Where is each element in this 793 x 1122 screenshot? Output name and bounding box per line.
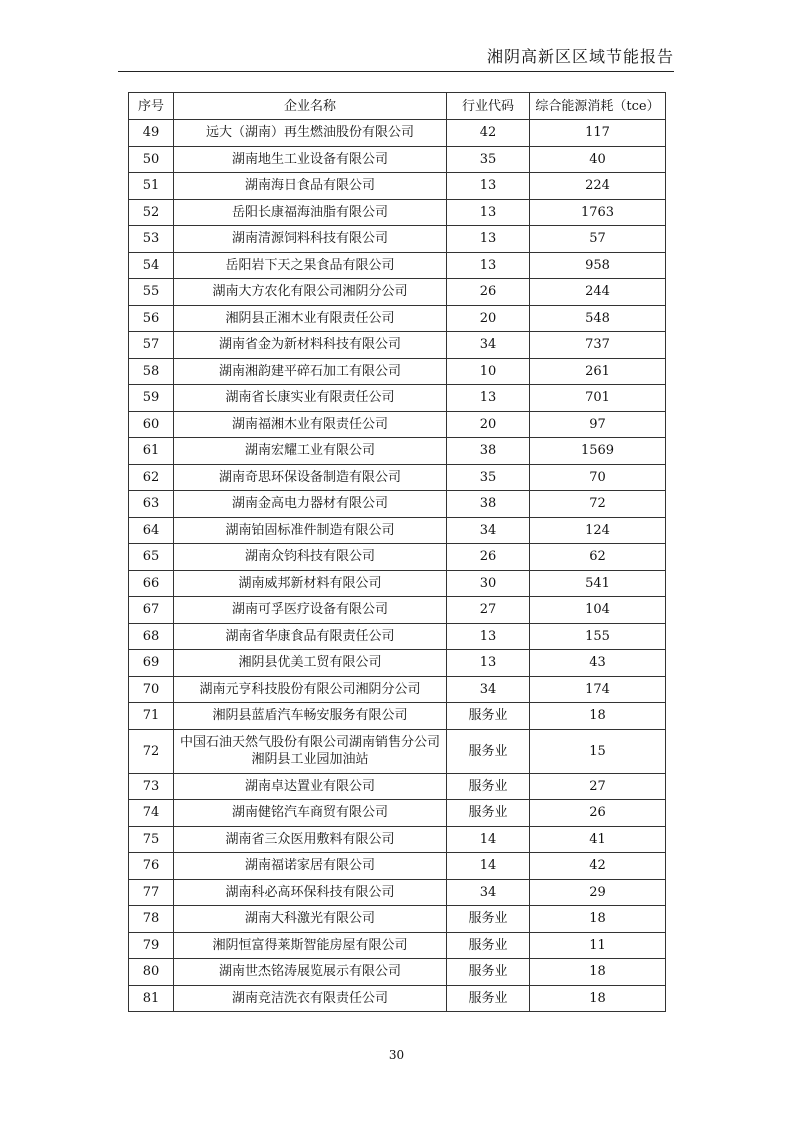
cell-industry-code: 38 [447, 438, 530, 465]
cell-energy: 261 [530, 358, 666, 385]
cell-industry-code: 42 [447, 120, 530, 147]
table-row [129, 570, 666, 597]
table-row [129, 146, 666, 173]
cell-industry-code: 20 [447, 305, 530, 332]
cell-company-name: 湖南世杰铭涛展览展示有限公司 [174, 959, 447, 986]
cell-company-name: 湘阴县优美工贸有限公司 [174, 650, 447, 677]
enterprise-energy-table [128, 92, 666, 1012]
cell-company-name: 湖南省长康实业有限责任公司 [174, 385, 447, 412]
table-row [129, 879, 666, 906]
cell-serial: 73 [129, 773, 174, 800]
cell-company-name: 湖南大方农化有限公司湘阴分公司 [174, 279, 447, 306]
cell-company-name: 远大（湖南）再生燃油股份有限公司 [174, 120, 447, 147]
cell-energy: 737 [530, 332, 666, 359]
cell-company-name: 湘阴县蓝盾汽车畅安服务有限公司 [174, 703, 447, 730]
cell-energy: 18 [530, 703, 666, 730]
cell-company-name: 湖南地生工业设备有限公司 [174, 146, 447, 173]
cell-company-name: 湖南省华康食品有限责任公司 [174, 623, 447, 650]
cell-serial: 59 [129, 385, 174, 412]
column-header-serial: 序号 [129, 93, 174, 120]
cell-company-name: 湖南科必高环保科技有限公司 [174, 879, 447, 906]
table-row [129, 358, 666, 385]
cell-energy: 42 [530, 853, 666, 880]
cell-energy: 224 [530, 173, 666, 200]
cell-company-name: 湘阴恒富得莱斯智能房屋有限公司 [174, 932, 447, 959]
cell-industry-code: 服务业 [447, 906, 530, 933]
cell-company-name: 湖南清源饲料科技有限公司 [174, 226, 447, 253]
column-header-company: 企业名称 [174, 93, 447, 120]
cell-industry-code: 26 [447, 279, 530, 306]
table-row [129, 385, 666, 412]
report-header-title: 湘阴高新区区域节能报告 [486, 47, 674, 66]
cell-energy: 541 [530, 570, 666, 597]
cell-company-name: 湖南省三众医用敷料有限公司 [174, 826, 447, 853]
cell-energy: 701 [530, 385, 666, 412]
table-row [129, 800, 666, 827]
cell-energy: 40 [530, 146, 666, 173]
cell-industry-code: 13 [447, 199, 530, 226]
table-row [129, 906, 666, 933]
table-row [129, 703, 666, 730]
table-row [129, 853, 666, 880]
table-row [129, 120, 666, 147]
cell-serial: 56 [129, 305, 174, 332]
cell-industry-code: 13 [447, 252, 530, 279]
cell-serial: 52 [129, 199, 174, 226]
cell-serial: 62 [129, 464, 174, 491]
table-row [129, 597, 666, 624]
cell-energy: 97 [530, 411, 666, 438]
table-row [129, 464, 666, 491]
cell-energy: 57 [530, 226, 666, 253]
table-body [129, 120, 666, 1012]
table-row [129, 826, 666, 853]
table-row [129, 199, 666, 226]
cell-company-name: 湖南健铭汽车商贸有限公司 [174, 800, 447, 827]
table-header-row [129, 93, 666, 120]
cell-company-name: 湖南省金为新材料科技有限公司 [174, 332, 447, 359]
cell-industry-code: 服务业 [447, 773, 530, 800]
cell-industry-code: 14 [447, 853, 530, 880]
cell-industry-code: 10 [447, 358, 530, 385]
cell-serial: 70 [129, 676, 174, 703]
cell-energy: 155 [530, 623, 666, 650]
cell-serial: 49 [129, 120, 174, 147]
table-row [129, 985, 666, 1012]
cell-industry-code: 35 [447, 464, 530, 491]
cell-company-name: 湖南湘韵建平碎石加工有限公司 [174, 358, 447, 385]
cell-serial: 54 [129, 252, 174, 279]
cell-company-name: 湘阴县正湘木业有限责任公司 [174, 305, 447, 332]
cell-company-name: 湖南福湘木业有限责任公司 [174, 411, 447, 438]
cell-company-name: 湖南众钧科技有限公司 [174, 544, 447, 571]
cell-energy: 548 [530, 305, 666, 332]
cell-industry-code: 服务业 [447, 985, 530, 1012]
cell-serial: 77 [129, 879, 174, 906]
cell-company-name: 湖南铂固标准件制造有限公司 [174, 517, 447, 544]
cell-industry-code: 34 [447, 517, 530, 544]
cell-energy: 70 [530, 464, 666, 491]
cell-company-name: 湖南卓达置业有限公司 [174, 773, 447, 800]
cell-serial: 51 [129, 173, 174, 200]
cell-energy: 18 [530, 985, 666, 1012]
table-row [129, 650, 666, 677]
cell-serial: 74 [129, 800, 174, 827]
table-row [129, 173, 666, 200]
cell-serial: 68 [129, 623, 174, 650]
cell-serial: 65 [129, 544, 174, 571]
cell-serial: 64 [129, 517, 174, 544]
cell-company-name: 湖南海日食品有限公司 [174, 173, 447, 200]
cell-company-name: 中国石油天然气股份有限公司湖南销售分公司湘阴县工业园加油站 [174, 729, 447, 773]
cell-serial: 61 [129, 438, 174, 465]
cell-energy: 18 [530, 959, 666, 986]
cell-energy: 958 [530, 252, 666, 279]
table-row [129, 623, 666, 650]
cell-energy: 11 [530, 932, 666, 959]
cell-serial: 81 [129, 985, 174, 1012]
cell-company-name: 湖南宏耀工业有限公司 [174, 438, 447, 465]
table-row [129, 959, 666, 986]
cell-energy: 29 [530, 879, 666, 906]
cell-energy: 104 [530, 597, 666, 624]
cell-industry-code: 20 [447, 411, 530, 438]
table-row [129, 305, 666, 332]
cell-energy: 43 [530, 650, 666, 677]
column-header-energy: 综合能源消耗（tce） [530, 93, 666, 120]
cell-serial: 55 [129, 279, 174, 306]
cell-energy: 1763 [530, 199, 666, 226]
cell-company-name: 岳阳岩下天之果食品有限公司 [174, 252, 447, 279]
cell-serial: 75 [129, 826, 174, 853]
cell-industry-code: 26 [447, 544, 530, 571]
column-header-industry-code: 行业代码 [447, 93, 530, 120]
table-row [129, 438, 666, 465]
cell-company-name: 湖南元亨科技股份有限公司湘阴分公司 [174, 676, 447, 703]
cell-energy: 62 [530, 544, 666, 571]
cell-industry-code: 35 [447, 146, 530, 173]
cell-industry-code: 服务业 [447, 800, 530, 827]
table-row [129, 411, 666, 438]
cell-industry-code: 服务业 [447, 932, 530, 959]
cell-industry-code: 34 [447, 332, 530, 359]
cell-company-name: 湖南大科激光有限公司 [174, 906, 447, 933]
cell-company-name: 岳阳长康福海油脂有限公司 [174, 199, 447, 226]
cell-industry-code: 13 [447, 173, 530, 200]
cell-serial: 53 [129, 226, 174, 253]
cell-energy: 41 [530, 826, 666, 853]
cell-company-name: 湖南福诺家居有限公司 [174, 853, 447, 880]
cell-serial: 80 [129, 959, 174, 986]
cell-industry-code: 服务业 [447, 703, 530, 730]
cell-industry-code: 13 [447, 385, 530, 412]
cell-industry-code: 34 [447, 676, 530, 703]
table-row [129, 676, 666, 703]
cell-serial: 57 [129, 332, 174, 359]
table-row [129, 491, 666, 518]
cell-energy: 174 [530, 676, 666, 703]
cell-energy: 18 [530, 906, 666, 933]
table-row [129, 773, 666, 800]
page-number: 30 [388, 1048, 405, 1062]
cell-serial: 67 [129, 597, 174, 624]
cell-serial: 78 [129, 906, 174, 933]
cell-industry-code: 30 [447, 570, 530, 597]
table-row [129, 932, 666, 959]
table-row [129, 226, 666, 253]
cell-company-name: 湖南威邦新材料有限公司 [174, 570, 447, 597]
header-divider [118, 71, 674, 72]
cell-serial: 72 [129, 729, 174, 773]
cell-serial: 69 [129, 650, 174, 677]
cell-company-name: 湖南金高电力器材有限公司 [174, 491, 447, 518]
cell-serial: 79 [129, 932, 174, 959]
cell-serial: 50 [129, 146, 174, 173]
table-row [129, 517, 666, 544]
cell-industry-code: 34 [447, 879, 530, 906]
cell-serial: 66 [129, 570, 174, 597]
cell-serial: 71 [129, 703, 174, 730]
table-row [129, 729, 666, 773]
cell-energy: 26 [530, 800, 666, 827]
cell-company-name: 湖南可孚医疗设备有限公司 [174, 597, 447, 624]
cell-industry-code: 38 [447, 491, 530, 518]
table-row [129, 544, 666, 571]
cell-industry-code: 服务业 [447, 959, 530, 986]
cell-energy: 244 [530, 279, 666, 306]
cell-industry-code: 服务业 [447, 729, 530, 773]
cell-energy: 15 [530, 729, 666, 773]
cell-energy: 1569 [530, 438, 666, 465]
cell-industry-code: 13 [447, 650, 530, 677]
cell-serial: 63 [129, 491, 174, 518]
cell-industry-code: 14 [447, 826, 530, 853]
cell-industry-code: 13 [447, 623, 530, 650]
cell-energy: 27 [530, 773, 666, 800]
table-row [129, 252, 666, 279]
cell-serial: 58 [129, 358, 174, 385]
cell-industry-code: 13 [447, 226, 530, 253]
table-row [129, 332, 666, 359]
cell-energy: 117 [530, 120, 666, 147]
cell-company-name: 湖南奇思环保设备制造有限公司 [174, 464, 447, 491]
cell-industry-code: 27 [447, 597, 530, 624]
cell-energy: 72 [530, 491, 666, 518]
cell-energy: 124 [530, 517, 666, 544]
cell-serial: 76 [129, 853, 174, 880]
table-row [129, 279, 666, 306]
cell-serial: 60 [129, 411, 174, 438]
cell-company-name: 湖南竞洁洗衣有限责任公司 [174, 985, 447, 1012]
